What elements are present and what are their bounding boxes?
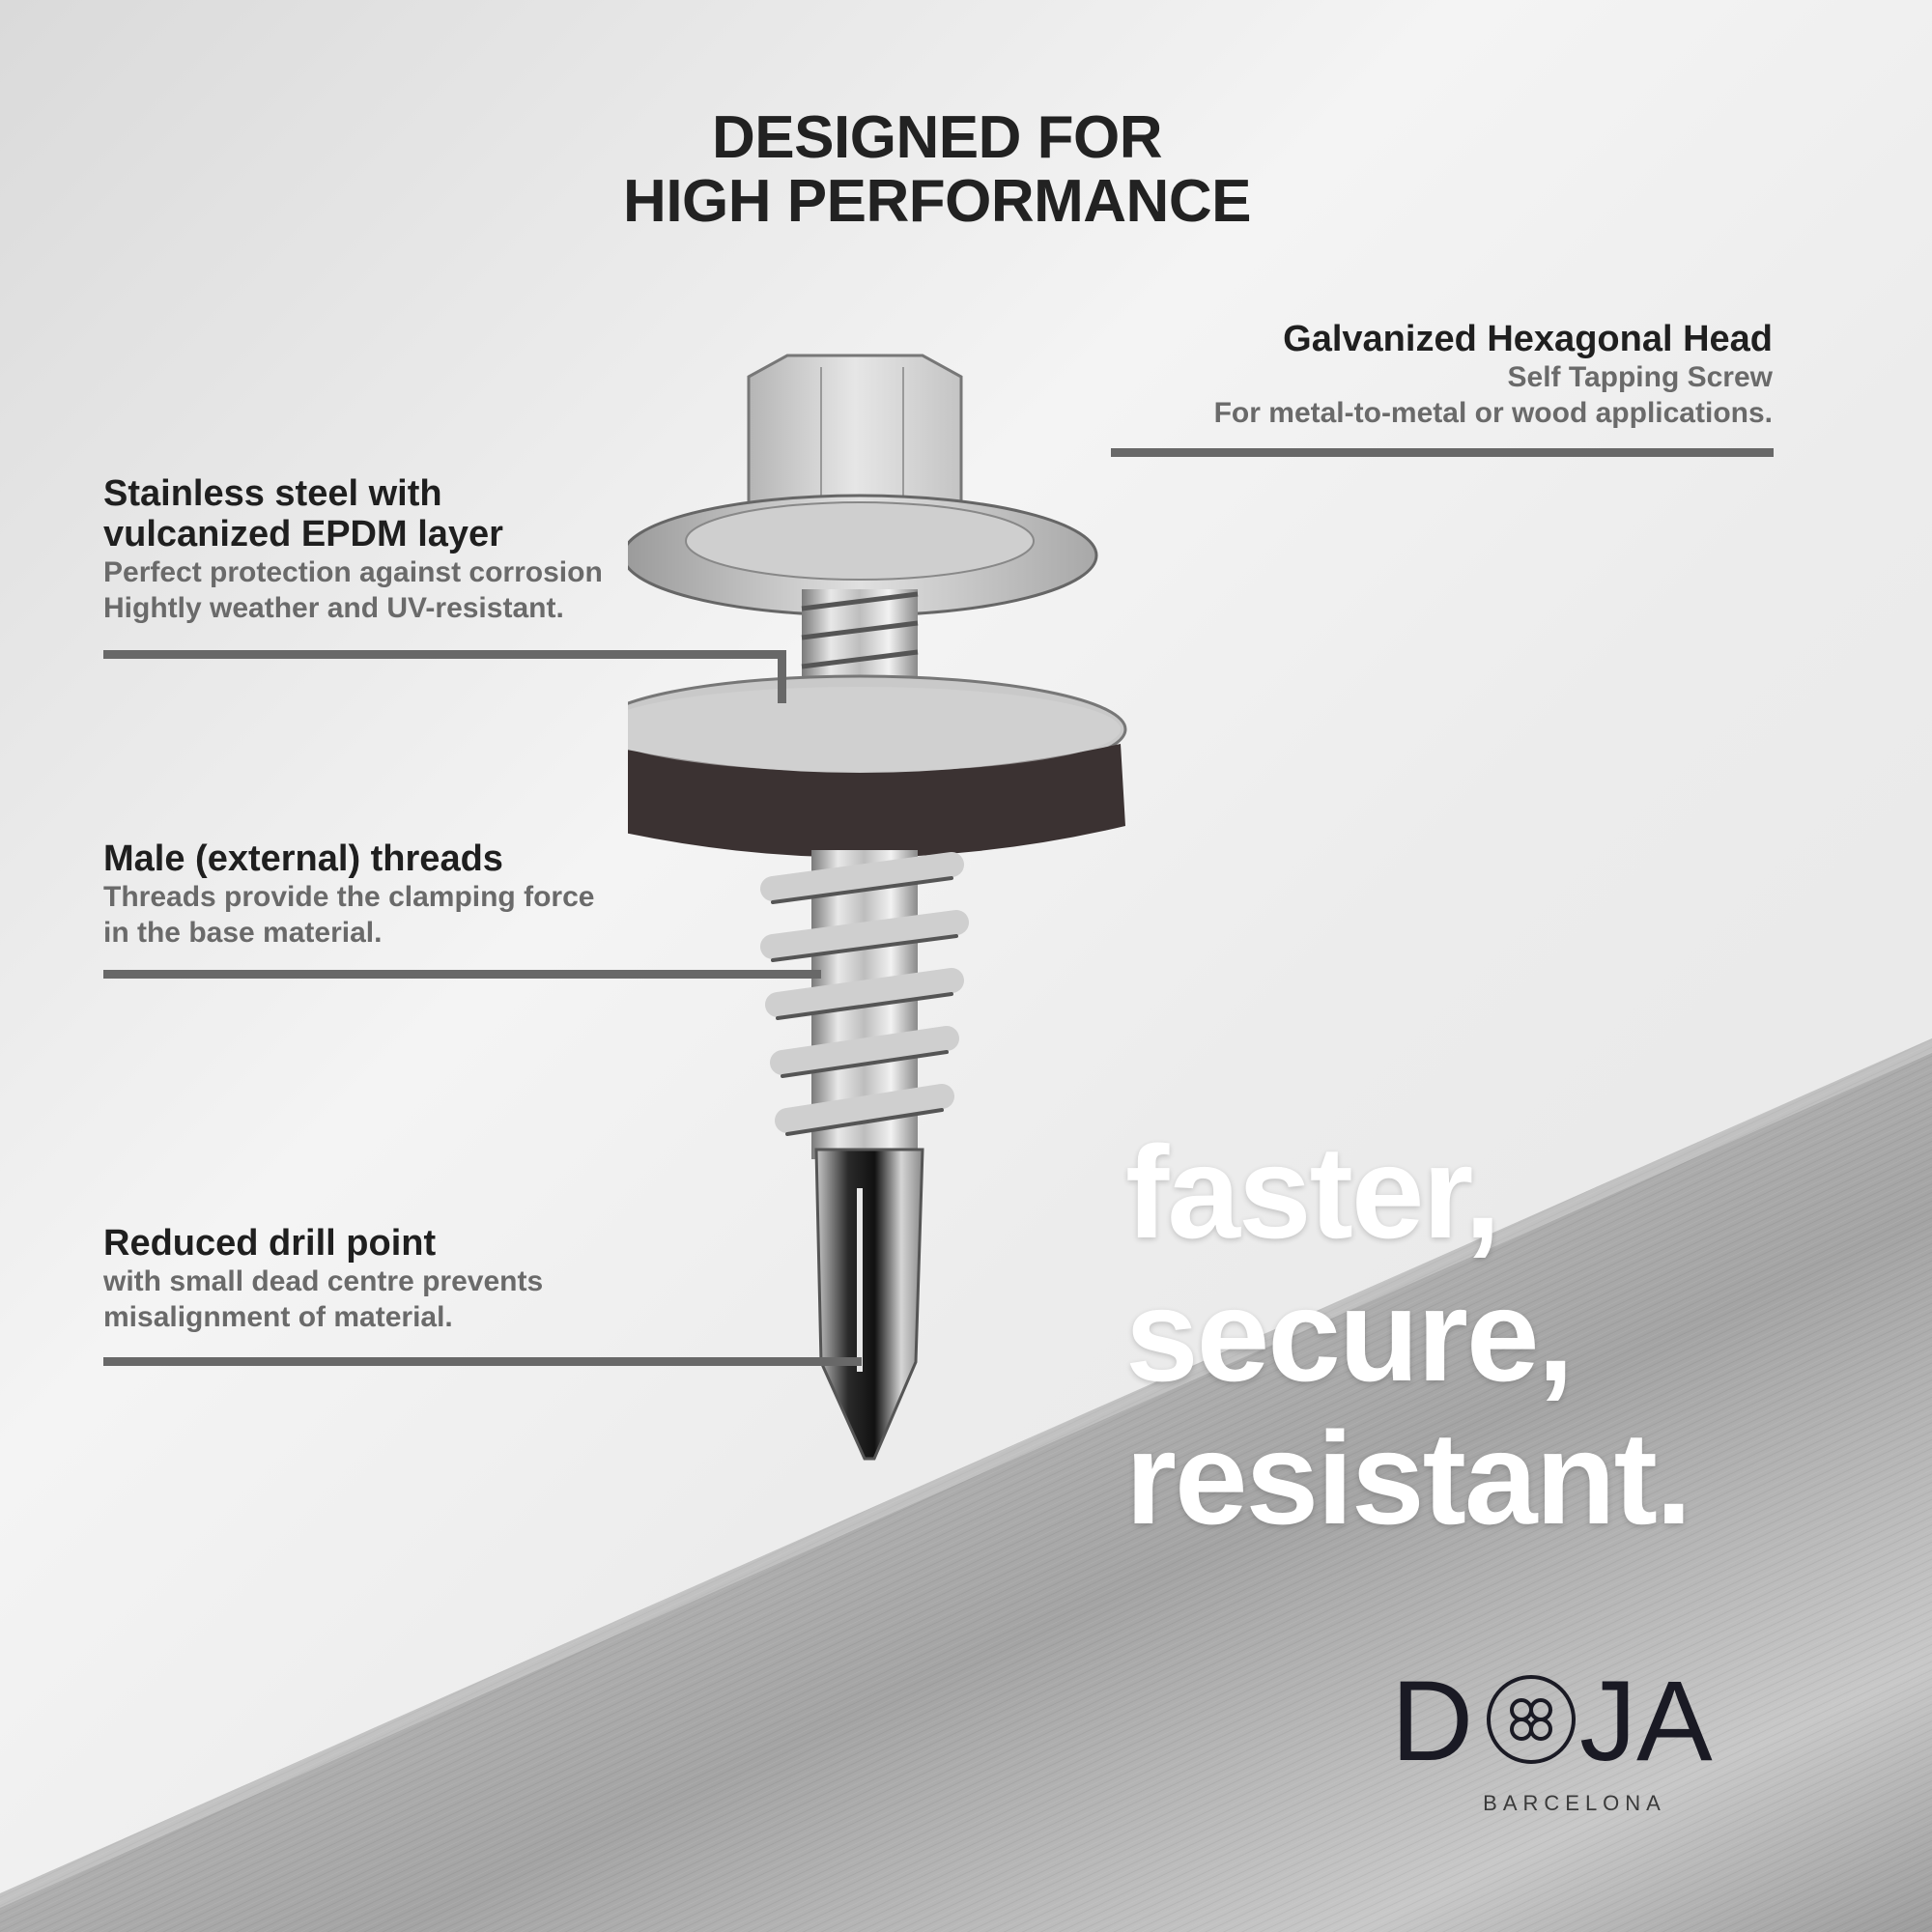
callout-threads-title: Male (external) threads	[103, 838, 503, 879]
callout-head-title: Galvanized Hexagonal Head	[1283, 319, 1773, 359]
tagline-line-3: resistant.	[1125, 1405, 1690, 1551]
callout-steel-line-1: Perfect protection against corrosion	[103, 556, 603, 588]
callout-head-leader	[1111, 448, 1774, 457]
callout-stainless-steel	[103, 473, 838, 626]
callout-head-line-1: Self Tapping Screw	[1507, 361, 1773, 393]
brand-logo	[1391, 1642, 1758, 1806]
callout-drill-point	[103, 1223, 838, 1335]
page-title	[0, 106, 1874, 234]
callout-drill-line-1: with small dead centre prevents	[103, 1265, 544, 1297]
title-line-1: DESIGNED FOR	[712, 104, 1162, 171]
callout-threads-line-1: Threads provide the clamping force	[103, 881, 595, 913]
callout-galvanized-head	[1000, 319, 1773, 431]
flower-knot-icon	[1489, 1677, 1574, 1762]
callout-drill-title: Reduced drill point	[103, 1223, 437, 1264]
tagline-line-2: secure,	[1125, 1262, 1573, 1408]
brand-location: BARCELONA	[1483, 1791, 1666, 1815]
title-line-2: HIGH PERFORMANCE	[623, 168, 1251, 235]
tagline	[1125, 1121, 1690, 1549]
callout-threads-line-2: in the base material.	[103, 917, 383, 949]
brand-letter-d: D	[1391, 1658, 1474, 1785]
callout-steel-title-2: vulcanized EPDM layer	[103, 514, 503, 554]
brand-letters-ja: JA	[1579, 1658, 1713, 1785]
callout-male-threads	[103, 838, 838, 951]
callout-head-line-2: For metal-to-metal or wood applications.	[1213, 397, 1773, 429]
callout-drill-line-2: misalignment of material.	[103, 1301, 453, 1333]
tagline-line-1: faster,	[1125, 1119, 1499, 1265]
callout-steel-leader-drop	[778, 650, 786, 703]
callout-steel-line-2: Hightly weather and UV-resistant.	[103, 592, 564, 624]
callout-threads-leader	[103, 970, 821, 979]
callout-steel-title-1: Stainless steel with	[103, 473, 442, 514]
callout-drill-leader	[103, 1357, 862, 1366]
callout-steel-leader	[103, 650, 786, 659]
